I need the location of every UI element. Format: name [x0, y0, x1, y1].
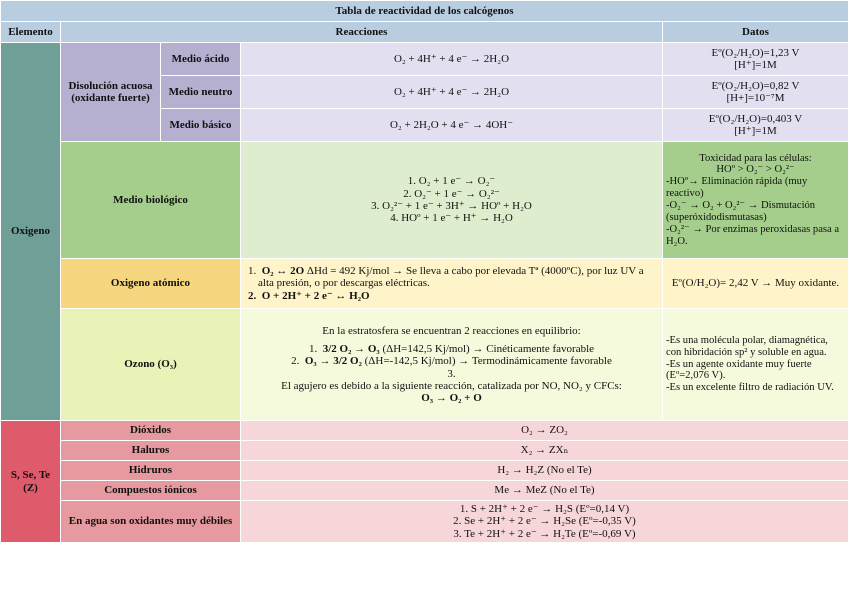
disolucion-acuosa-label: Disolución acuosa (oxidante fuerte): [61, 43, 161, 142]
hidruros-label: Hidruros: [61, 461, 241, 481]
toxicity-list: -HOº→ Eliminación rápida (muy reactivo) -O₂⁻ → O₂ + O₂²⁻ → Dismutación (superóxidodismutasas) -O₂²⁻ → Por enzimas peroxidasas pasa a H₂O.: [666, 176, 840, 247]
element-s-se-te: S, Se, Te (Z): [1, 421, 61, 543]
ozono-data: -Es una molécula polar, diamagnética, con hibridación sp² y soluble en agua. -Es un agente oxidante muy fuerte (Eº=2,076 V). -Es un excelente filtro de radiación UV.: [663, 309, 848, 421]
haluros-label: Haluros: [61, 441, 241, 461]
medio-biologico-reactions: 1. O₂ + 1 e⁻ → O₂⁻ 2. O₂⁻ + 1 e⁻ → O₂²⁻ 3. O₂²⁻ + 1 e⁻ + 3H⁺ → HOº + H₂O 4. HOº + 1 e⁻ + H⁺ → H₂O: [241, 142, 663, 259]
ozono-reactions: [241, 309, 663, 421]
medio-basico-label: Medio básico: [161, 109, 241, 142]
medio-neutro-label: Medio neutro: [161, 76, 241, 109]
ozono-label: Ozono (O₃): [61, 309, 241, 421]
ozono-intro: En la estratosfera se encuentran 2 reacciones en equilibrio:: [322, 324, 581, 337]
oxigeno-atomico-label: Oxigeno atómico: [61, 259, 241, 309]
en-agua-label: En agua son oxidantes muy débiles: [61, 501, 241, 543]
ozono-reaction-2: 2. O₃ → 3/2 O₂ (ΔH=-142,5 Kj/mol) → Termodinámicamente favorable: [291, 355, 612, 368]
header-datos: Datos: [663, 22, 848, 43]
element-oxygen: Oxigeno: [1, 43, 61, 421]
header-reacciones: Reacciones: [61, 22, 663, 43]
ozono-outro: El agujero es debido a la siguiente reacción, catalizada por NO, NO₂ y CFCs:: [281, 379, 622, 392]
dioxidos-label: Dióxidos: [61, 421, 241, 441]
medio-acido-reaction: O₂ + 4H⁺ + 4 e⁻ → 2H₂O: [241, 43, 663, 76]
hidruros-reaction: H₂ → H₂Z (No el Te): [241, 461, 848, 481]
haluros-reaction: X₂ → ZXₙ: [241, 441, 848, 461]
medio-biologico-label: Medio biológico: [61, 142, 241, 259]
ozono-outro-reaction: O₃ → O₂ + O: [421, 392, 482, 405]
medio-neutro-reaction: O₂ + 4H⁺ + 4 e⁻ → 2H₂O: [241, 76, 663, 109]
medio-neutro-data: Eº(O₂/H₂O)=0,82 V [H+]=10⁻⁷M: [663, 76, 848, 109]
toxicity-title: Toxicidad para las células: HOº > O₂⁻ > O₂²⁻: [699, 152, 812, 176]
medio-acido-label: Medio ácido: [161, 43, 241, 76]
table-title: Tabla de reactividad de los calcógenos: [1, 1, 848, 22]
ozono-reaction-3: 3.: [447, 367, 456, 380]
atomico-line-2: 2. O + 2H⁺ + 2 e⁻ ↔ H₂O: [248, 289, 370, 302]
header-elemento: Elemento: [1, 22, 61, 43]
medio-basico-reaction: O₂ + 2H₂O + 4 e⁻ → 4OH⁻: [241, 109, 663, 142]
compuestos-ionicos-reaction: Me → MeZ (No el Te): [241, 481, 848, 501]
medio-biologico-data: [663, 142, 848, 259]
ozono-reaction-1: 1. 3/2 O₂ → O₃ (ΔH=142,5 Kj/mol) → Cinéticamente favorable: [308, 342, 595, 355]
dioxidos-reaction: O₂ → ZO₂: [241, 421, 848, 441]
compuestos-ionicos-label: Compuestos iónicos: [61, 481, 241, 501]
medio-basico-data: Eº(O₂/H₂O)=0,403 V [H⁺]=1M: [663, 109, 848, 142]
oxigeno-atomico-data: Eº(O/H₂O)= 2,42 V → Muy oxidante.: [663, 259, 848, 309]
oxigeno-atomico-reactions: [241, 259, 663, 309]
atomico-line-1: 1. O₂ ↔ 2O ΔHd = 492 Kj/mol → Se lleva a cabo por elevada Tª (4000ºC), por luz UV a alta presión, o por descargas eléctricas.: [248, 265, 644, 290]
en-agua-reactions: 1. S + 2H⁺ + 2 e⁻ → H₂S (Eº=0,14 V) 2. Se + 2H⁺ + 2 e⁻ → H₂Se (Eº=-0,35 V) 3. Te + 2H⁺ + 2 e⁻ → H₂Te (Eº=-0,69 V): [241, 501, 848, 543]
medio-acido-data: Eº(O₂/H₂O)=1,23 V [H⁺]=1M: [663, 43, 848, 76]
